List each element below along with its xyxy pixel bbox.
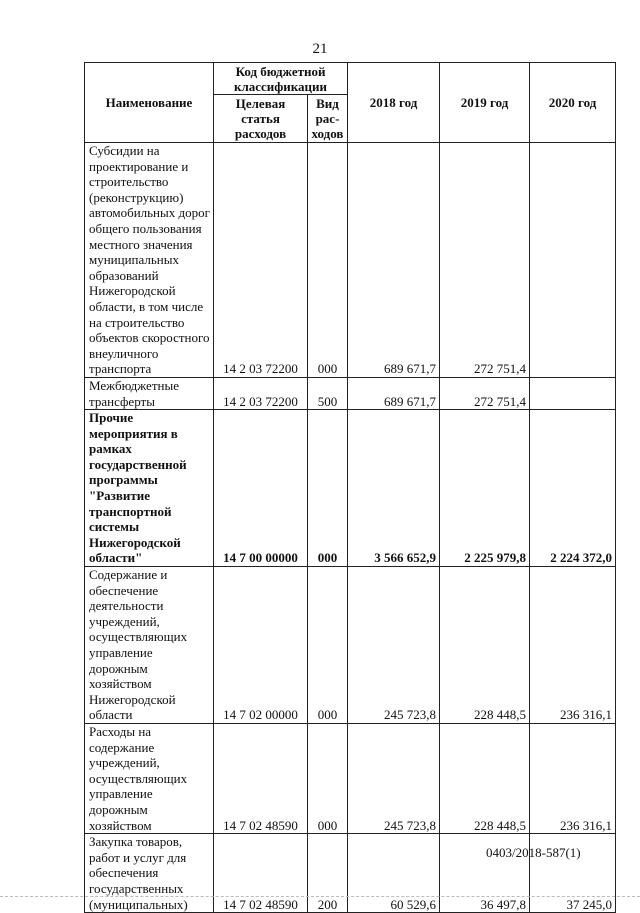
cell-name: Субсидии на проектирование и строительство (реконструкцию) автомобильных дорог общего пользования местного значения муниципальных образований Нижегородской области, в том числе на строительство объектов скоростного внеуличного транспорта bbox=[85, 143, 214, 378]
table-row bbox=[85, 723, 616, 833]
cell-2020 bbox=[530, 143, 616, 378]
cell-2019: 228 448,5 bbox=[440, 567, 530, 724]
cell-2020: 236 316,1 bbox=[530, 723, 616, 833]
cell-name: Расходы на содержание учреждений, осуществляющих управление дорожным хозяйством bbox=[85, 723, 214, 833]
cell-target-article: 14 7 02 48590 bbox=[214, 723, 308, 833]
cell-name: Содержание и обеспечение деятельности учреждений, осуществляющих управление дорожным хозяйством Нижегородской области bbox=[85, 567, 214, 724]
cell-target-article: 14 7 00 00000 bbox=[214, 410, 308, 567]
page-bottom-divider bbox=[0, 896, 640, 897]
cell-2020: 236 316,1 bbox=[530, 567, 616, 724]
header-target-article: Целевая статья расходов bbox=[214, 95, 308, 143]
cell-name: Межбюджетные трансферты bbox=[85, 377, 214, 409]
cell-target-article: 14 7 02 48590 bbox=[214, 834, 308, 913]
header-name: Наименование bbox=[85, 63, 214, 143]
table-row bbox=[85, 410, 616, 567]
cell-2020: 37 245,0 bbox=[530, 834, 616, 913]
cell-expense-type: 000 bbox=[308, 143, 348, 378]
table-body bbox=[85, 143, 616, 913]
cell-2019: 228 448,5 bbox=[440, 723, 530, 833]
cell-2018: 3 566 652,9 bbox=[348, 410, 440, 567]
cell-expense-type: 000 bbox=[308, 723, 348, 833]
cell-expense-type: 000 bbox=[308, 567, 348, 724]
cell-2019: 36 497,8 bbox=[440, 834, 530, 913]
cell-target-article: 14 2 03 72200 bbox=[214, 377, 308, 409]
header-expense-type: Вид рас-ходов bbox=[308, 95, 348, 143]
cell-expense-type: 200 bbox=[308, 834, 348, 913]
header-2019: 2019 год bbox=[440, 63, 530, 143]
cell-2020: 2 224 372,0 bbox=[530, 410, 616, 567]
cell-2018: 689 671,7 bbox=[348, 377, 440, 409]
header-2018: 2018 год bbox=[348, 63, 440, 143]
page-number: 21 bbox=[312, 41, 328, 57]
cell-name: Закупка товаров, работ и услуг для обеспечения государственных (муниципальных) bbox=[85, 834, 214, 913]
table-row bbox=[85, 567, 616, 724]
table-row bbox=[85, 377, 616, 409]
cell-2019: 272 751,4 bbox=[440, 143, 530, 378]
cell-expense-type: 500 bbox=[308, 377, 348, 409]
cell-2019: 2 225 979,8 bbox=[440, 410, 530, 567]
table-row bbox=[85, 143, 616, 378]
document-code: 0403/2018-587(1) bbox=[486, 845, 581, 860]
header-2020: 2020 год bbox=[530, 63, 616, 143]
cell-2019: 272 751,4 bbox=[440, 377, 530, 409]
header-budget-code: Код бюджетной классификации bbox=[214, 63, 348, 95]
cell-2018: 689 671,7 bbox=[348, 143, 440, 378]
cell-expense-type: 000 bbox=[308, 410, 348, 567]
cell-name: Прочие мероприятия в рамках государственной программы "Развитие транспортной системы Нижегородской области" bbox=[85, 410, 214, 567]
cell-2018: 60 529,6 bbox=[348, 834, 440, 913]
cell-2018: 245 723,8 bbox=[348, 723, 440, 833]
cell-2020 bbox=[530, 377, 616, 409]
cell-2018: 245 723,8 bbox=[348, 567, 440, 724]
cell-target-article: 14 7 02 00000 bbox=[214, 567, 308, 724]
cell-target-article: 14 2 03 72200 bbox=[214, 143, 308, 378]
budget-table bbox=[84, 62, 616, 913]
